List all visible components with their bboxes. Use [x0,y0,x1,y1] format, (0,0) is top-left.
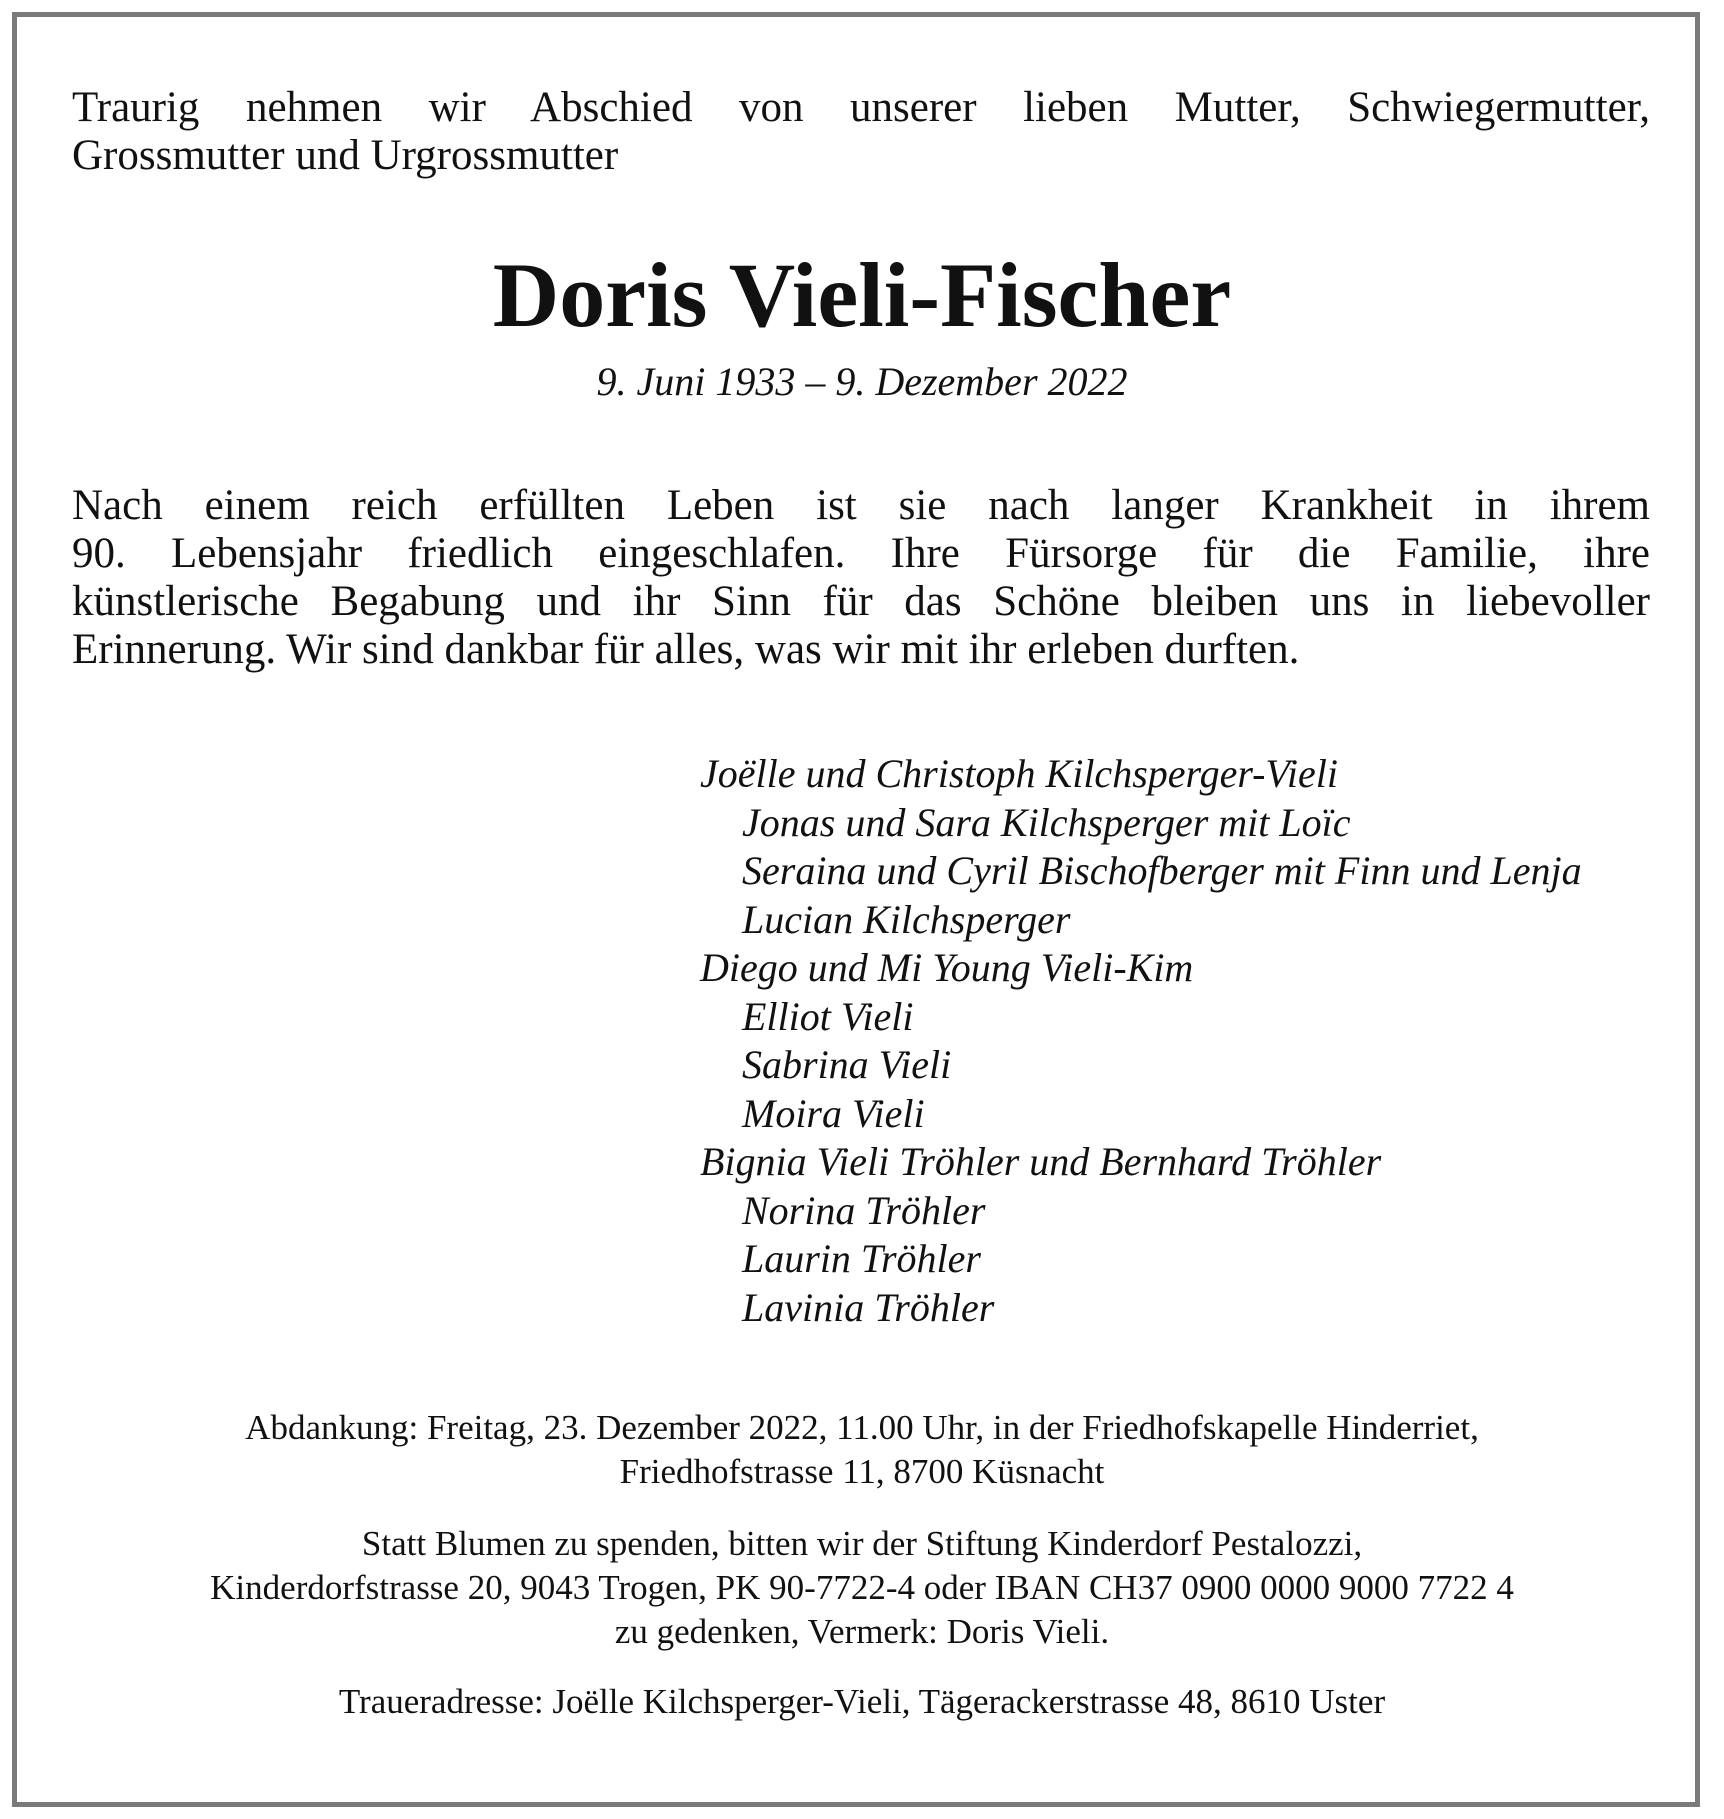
mourners-list [700,750,1660,1332]
mourner-family-member: Seraina und Cyril Bischofberger mit Finn und Lenja [742,848,1582,893]
obituary-line: Nach einem reich erfüllten Leben ist sie nach langer Krankheit in ihrem [72,482,1650,529]
mourner-family-head: Bignia Vieli Tröhler und Bernhard Tröhler [700,1139,1382,1184]
ceremony-line: Abdankung: Freitag, 23. Dezember 2022, 11.00 Uhr, in der Friedhofskapelle Hinderriet, [245,1408,1479,1447]
ceremony-info [12,1406,1712,1494]
intro-line: Traurig nehmen wir Abschied von unserer lieben Mutter, Schwiegermutter, [72,84,1650,131]
address-line: Traueradresse: Joëlle Kilchsperger-Vieli, Tägerackerstrasse 48, 8610 Uster [338,1682,1386,1721]
life-dates: 9. Juni 1933 – 9. Dezember 2022 [596,359,1128,404]
mourner-family-member: Moira Vieli [742,1090,925,1136]
mourner-family-head: Joëlle und Christoph Kilchsperger-Vieli [700,751,1338,796]
obituary-line: 90. Lebensjahr friedlich eingeschlafen. Ihre Fürsorge für die Familie, ihre [72,530,1650,577]
donation-info [12,1522,1712,1654]
mourner-family-member: Laurin Tröhler [742,1236,981,1281]
ceremony-line: Friedhofstrasse 11, 8700 Küsnacht [619,1452,1105,1491]
mourner-family-member: Sabrina Vieli [742,1042,952,1087]
mourner-family-head: Diego und Mi Young Vieli-Kim [700,945,1194,990]
donation-line: Statt Blumen zu spenden, bitten wir der Stiftung Kinderdorf Pestalozzi, [361,1524,1363,1563]
mourner-family-member: Norina Tröhler [742,1187,986,1233]
intro-line: Grossmutter und Urgrossmutter [72,132,619,179]
mourner-family-member: Lavinia Tröhler [742,1284,995,1330]
mourner-family-member: Jonas und Sara Kilchsperger mit Loïc [742,799,1351,845]
mourner-family-member: Elliot Vieli [742,993,914,1039]
obituary-line: künstlerische Begabung und ihr Sinn für das Schöne bleiben uns in liebevoller [72,578,1650,625]
mourning-address [12,1680,1712,1724]
deceased-name: Doris Vieli-Fischer [492,244,1232,346]
donation-line: zu gedenken, Vermerk: Doris Vieli. [614,1612,1110,1651]
obituary-line: Erinnerung. Wir sind dankbar für alles, was wir mit ihr erleben durften. [72,626,1300,673]
mourner-family-member: Lucian Kilchsperger [742,896,1071,942]
donation-line: Kinderdorfstrasse 20, 9043 Trogen, PK 90-7722-4 oder IBAN CH37 0900 0000 9000 7722 4 [210,1568,1514,1607]
obituary-text [72,482,1650,674]
intro-text [72,84,1650,180]
